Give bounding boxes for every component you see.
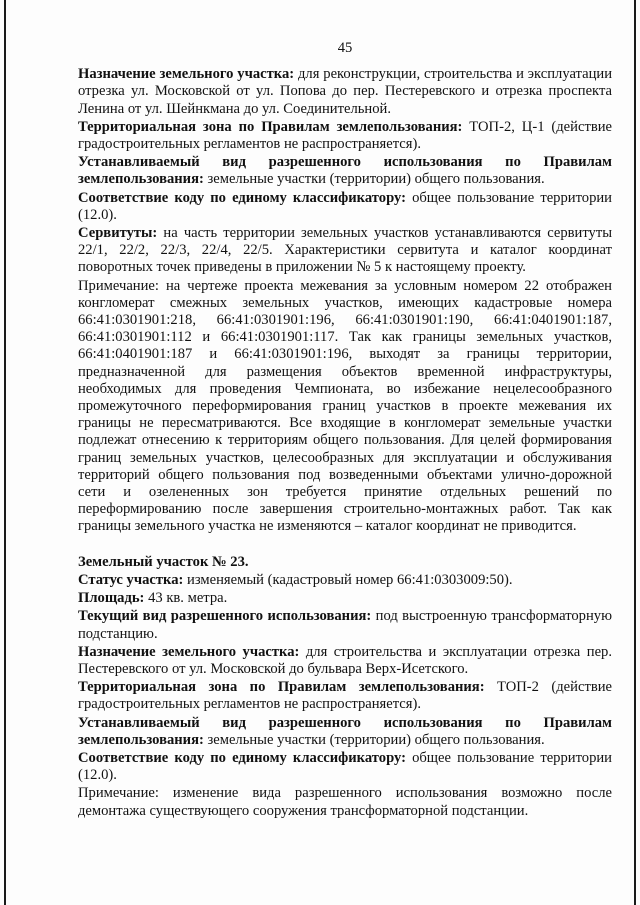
page-right-edge (634, 0, 636, 905)
block-text: ТОП-2, Ц-1 (действие градостроительных регламентов не распространяется). (78, 118, 612, 153)
block-text: земельные участки (территории) общего пользования. (203, 171, 545, 188)
classifier-code-2 (78, 750, 612, 784)
territorial-zone (78, 119, 612, 153)
page-left-edge (4, 0, 6, 905)
block-text: общее пользование территории (12.0). (78, 189, 612, 223)
block-text: для строительства и эксплуатации отрезка пер. Пестеревского от ул. Московской до бульвара Верх-Исетского. (78, 643, 612, 677)
document-body (78, 40, 612, 821)
classifier-code (78, 190, 612, 224)
plot-status (78, 572, 612, 589)
land-purpose (78, 66, 612, 118)
block-label: Устанавливаемый вид разрешенного использования по Правилам землепользования: (78, 714, 612, 748)
block-text: земельные участки (территории) общего пользования. (203, 731, 545, 748)
block-text: для реконструкции, строительства и эксплуатации отрезка ул. Московской от ул. Попова до пер. Пестеревского и отрезка проспекта Ленина от ул. Шейнкмана до ул. Соединительной. (78, 66, 613, 117)
permitted-use-2 (78, 715, 612, 749)
page-number: 45 (337, 40, 353, 56)
note-paragraph (78, 278, 612, 536)
block-label: Текущий вид разрешенного использования: (78, 608, 372, 625)
block-text: Примечание: на чертеже проекта межевания за условным номером 22 отображен конгломерат смежных земельных участков, имеющих кадастровые номера 66:41:0301901:218, 66:41:0301901:196, 66:41:0301901:190, 66:41:0401901:187, 66:41:0301901:112 и 66:41:0301901:117. Так как границы земельных участков, 66:41:0401901:187 и 66:41:0301901:196, выходят за границы территории, предназначенной для размещения объектов временной инфраструктуры, необходимых для проведения Чемпионата, во избежание нецелесообразного промежуточного переформирования границ участков в проекте межевания их границы не пересматриваются. Все входящие в конгломерат земельные участки подлежат отнесению к территориям общего пользования. Для целей формирования границ земельных участков, целесообразных для эксплуатации и обслуживания территорий общего пользования под возведенными объектами улично-дорожной сети и озелененных зон требуется принятие отдельных решений по переформированию после завершения строительно-монтажных работ. Так как границы земельного участка не изменяются – каталог координат не приводится. (78, 277, 612, 535)
current-use (78, 608, 612, 642)
block-text: Примечание: изменение вида разрешенного использования возможно после демонтажа существующего сооружения трансформаторной подстанции. (78, 785, 612, 819)
section-gap (78, 537, 612, 554)
block-label: Устанавливаемый вид разрешенного использования по Правилам землепользования: (78, 154, 612, 188)
block-label: Площадь: (78, 590, 145, 607)
section-heading-text: Земельный участок № 23. (78, 553, 249, 570)
section-heading (78, 554, 612, 571)
block-label: Сервитуты: (78, 225, 158, 242)
servitudes (78, 225, 612, 277)
block-label: Территориальная зона по Правилам землепользования: (78, 118, 463, 135)
block-text: ТОП-2 (действие градостроительных регламентов не распространяется). (78, 679, 612, 713)
block-text: на часть территории земельных участков устанавливаются сервитуты 22/1, 22/2, 22/3, 22/4, 22/5. Характеристики сервитута и каталог координат поворотных точек приведены в приложении № 5 к настоящему проекту. (78, 225, 612, 276)
block-label: Статус участка: (78, 571, 184, 588)
permitted-use (78, 154, 612, 188)
land-purpose-2 (78, 644, 612, 678)
block-text: общее пользование территории (12.0). (78, 749, 612, 784)
plot-area (78, 590, 612, 607)
block-text: изменяемый (кадастровый номер 66:41:0303009:50). (183, 571, 513, 588)
block-text: под выстроенную трансформаторную подстанцию. (78, 608, 612, 642)
block-label: Назначение земельного участка: (78, 643, 300, 660)
block-label: Назначение земельного участка: (78, 66, 295, 83)
territorial-zone-2 (78, 679, 612, 713)
block-text: 43 кв. метра. (144, 590, 228, 607)
note-paragraph-2 (78, 785, 612, 819)
block-label: Соответствие коду по единому классификатору: (78, 749, 406, 766)
block-label: Соответствие коду по единому классификатору: (78, 189, 406, 206)
block-label: Территориальная зона по Правилам землепользования: (78, 679, 485, 696)
